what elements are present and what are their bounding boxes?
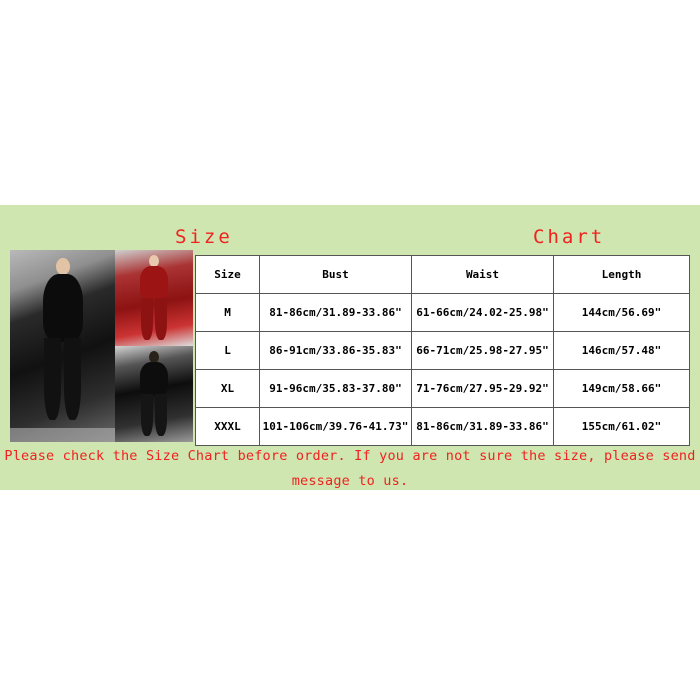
cell-waist: 61-66cm/24.02-25.98" — [412, 294, 554, 332]
cell-waist: 66-71cm/25.98-27.95" — [412, 332, 554, 370]
cell-waist: 71-76cm/27.95-29.92" — [412, 370, 554, 408]
cell-length: 146cm/57.48" — [554, 332, 690, 370]
column-header-length: Length — [554, 256, 690, 294]
cell-bust: 81-86cm/31.89-33.86" — [260, 294, 412, 332]
column-header-bust: Bust — [260, 256, 412, 294]
cell-waist: 81-86cm/31.89-33.86" — [412, 408, 554, 446]
table-row — [196, 294, 690, 332]
photo-black-bodysuit-front — [10, 250, 115, 442]
note-line-2: message to us. — [291, 473, 409, 489]
cell-bust: 91-96cm/35.83-37.80" — [260, 370, 412, 408]
table-row — [196, 332, 690, 370]
note-line-1: Please check the Size Chart before order. If you are not sure the size, please send — [4, 448, 696, 464]
cell-size: M — [196, 294, 260, 332]
table-header-row — [196, 256, 690, 294]
cell-size: L — [196, 332, 260, 370]
cell-bust: 101-106cm/39.76-41.73" — [260, 408, 412, 446]
cell-size: XXXL — [196, 408, 260, 446]
size-chart-table — [195, 255, 690, 446]
column-header-waist: Waist — [412, 256, 554, 294]
title-size: Size — [175, 226, 233, 248]
table-row — [196, 370, 690, 408]
cell-bust: 86-91cm/33.86-35.83" — [260, 332, 412, 370]
photo-black-bodysuit-back — [115, 346, 193, 442]
title-chart: Chart — [533, 226, 606, 248]
photo-side-column — [115, 250, 193, 442]
cell-length: 149cm/58.66" — [554, 370, 690, 408]
photo-main-column — [10, 250, 115, 442]
cell-length: 144cm/56.69" — [554, 294, 690, 332]
photo-red-bodysuit-front — [115, 250, 193, 346]
size-chart-note — [0, 444, 700, 494]
product-photos — [10, 250, 193, 442]
column-header-size: Size — [196, 256, 260, 294]
cell-length: 155cm/61.02" — [554, 408, 690, 446]
cell-size: XL — [196, 370, 260, 408]
table-row — [196, 408, 690, 446]
